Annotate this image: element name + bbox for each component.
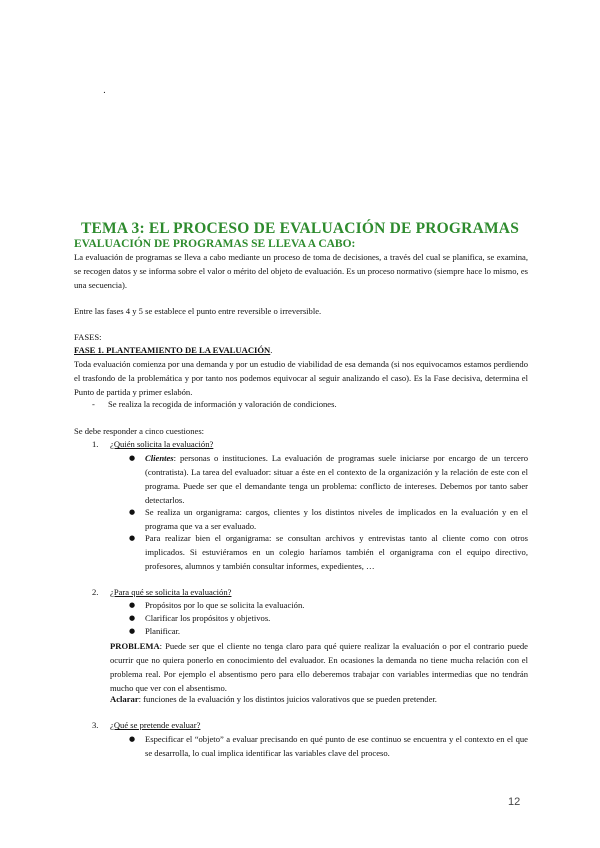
q1-clientes-text: : personas o instituciones. La evaluación de programas suele iniciarse por encargo de un tercero (contratista). La tarea del evaluador: situar a éste en el contexto de la organización y la relación de este con el programa. Puede ser que el demandante tenga un problema: conflicto de intereses. Debemos por tanto saber detectarlos. [145,453,528,505]
fase1-dash-item: Se realiza la recogida de información y valoración de condiciones. [108,399,337,409]
bullet-icon: ● [129,454,136,462]
problema-label: PROBLEMA [110,641,160,651]
page-number: 12 [508,796,521,808]
bullet-icon: ● [129,627,136,635]
questions-intro: Se debe responder a cinco cuestiones: [74,426,205,436]
q2-bullet-2: Clarificar los propósitos y objetivos. [145,613,271,623]
fase1-label: FASE 1. PLANTEAMIENTO DE LA EVALUACIÓN [74,345,271,355]
problema-text: : Puede ser que el cliente no tenga claro para qué quiere realizar la evaluación o por el contrario puede ocurrir que no quiera ponerlo en conocimiento del evaluador. En ocasiones la demanda no tiene mucha relación con el problema real. Por ejemplo el absentismo pero para ello deberemos trabajar con variables intermedias que no tendrán mucho que ver con el absentismo. [110,641,528,693]
fases-label: FASES: [74,332,102,342]
q3-label [110,718,200,732]
stray-dot: . [103,86,106,96]
bullet-icon: ● [129,534,136,542]
bullet-icon: ● [129,508,136,516]
page-title: TEMA 3: EL PROCESO DE EVALUACIÓN DE PROGRAMAS [80,220,520,237]
intro-paragraph: La evaluación de programas se lleva a cabo mediante un proceso de toma de decisiones, a través del cual se planifica, se examina, se recogen datos y se informa sobre el valor o mérito del objeto de evaluación. Es un proceso normativo (siempre hace lo mismo, es una secuencia). [74,252,528,290]
fase1-dot: . [270,345,273,355]
bullet-icon: ● [129,601,136,609]
q2-label-text: ¿Para qué se solicita la evaluación? [110,587,232,597]
q1-bullet-1 [145,451,528,507]
q1-bullet-3: Para realizar bien el organigrama: se consultan archivos y entrevistas tanto al cliente como con otros implicados. Si estuviéramos en un colegio haríamos también el organigrama con el equipo directivo, profesores, alumnos y también consultar informes, expedientes, … [145,533,528,571]
phases-note: Entre las fases 4 y 5 se establece el punto entre reversible o irreversible. [74,306,322,316]
q1-label-text: ¿Quién solicita la evaluación? [110,439,214,449]
q2-label [110,585,231,599]
q2-problema-paragraph [110,639,528,695]
fase1-paragraph: Toda evaluación comienza por una demanda y por un estudio de viabilidad de esa demanda (si nos equivocamos estamos perdiendo el trasfondo de la problemática y por tanto nos podemos equivocar al seguir analizando el caso). Es la Fase decisiva, determina el Punto de partida y primer eslabón. [74,359,528,397]
bullet-icon: ● [129,735,136,743]
q2-bullet-1: Propósitos por lo que se solicita la evaluación. [145,600,305,610]
q1-clientes-label: Clientes [145,453,174,463]
bullet-icon: ● [129,614,136,622]
q3-label-text: ¿Qué se pretende evaluar? [110,720,201,730]
q2-number: 2. [92,587,99,597]
dash-marker: - [92,399,95,409]
fase1-heading [74,343,528,357]
section-subtitle: EVALUACIÓN DE PROGRAMAS SE LLEVA A CABO: [74,238,356,250]
q2-bullet-3: Planificar. [145,626,181,636]
q3-number: 3. [92,720,99,730]
q3-bullet-1: Especificar el “objeto” a evaluar precisando en qué punto de ese continuo se encuentra y el contexto en el que se desarrolla, lo cual implica identificar las variables clave del proceso. [145,734,528,758]
q2-aclarar-paragraph [110,692,528,706]
q1-label [110,437,213,451]
q1-number: 1. [92,439,99,449]
aclarar-label: Aclarar [110,694,139,704]
aclarar-text: : funciones de la evaluación y los distintos juicios valorativos que se pueden pretender. [138,694,437,704]
q1-bullet-2: Se realiza un organigrama: cargos, clientes y los distintos niveles de implicados en la evaluación y en el programa que va a ser evaluado. [145,507,528,531]
